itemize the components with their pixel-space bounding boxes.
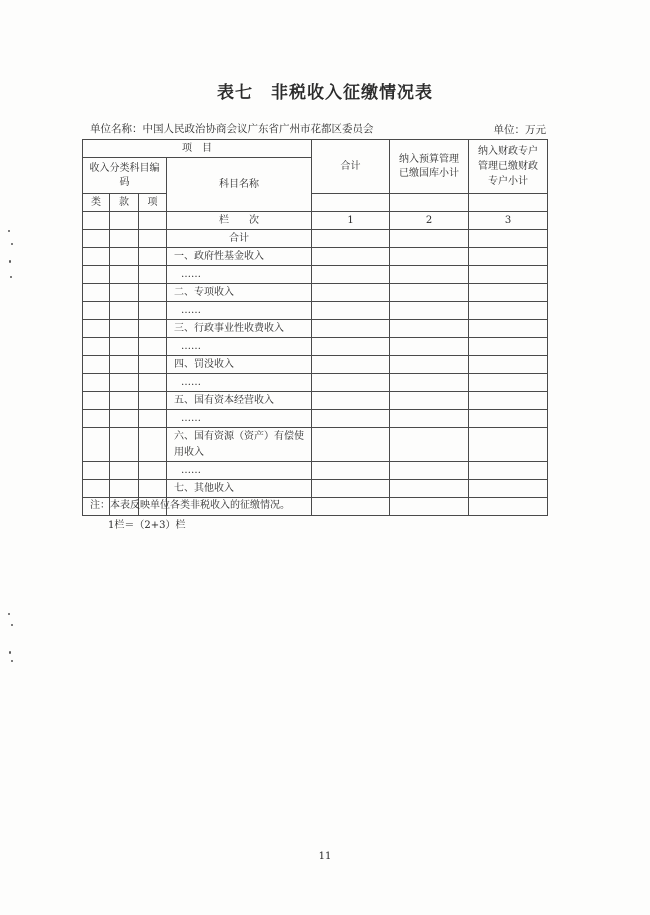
table-row [83, 374, 548, 392]
scan-speck [8, 613, 10, 615]
row-subject-name: 六、国有资源（资产）有偿使用收入 [167, 428, 312, 462]
row-subject-name: 三、行政事业性收费收入 [167, 320, 312, 338]
header-special: 纳入财政专户管理已缴财政专户小计 [469, 140, 548, 194]
col-num-blank [83, 212, 110, 230]
col-num-3: 3 [469, 212, 548, 230]
row-subject-name: …… [167, 266, 312, 284]
non-tax-revenue-table [82, 139, 548, 516]
page-title: 表七 非税收入征缴情况表 [217, 83, 433, 103]
header-total-blank [312, 194, 390, 212]
table-row [83, 302, 548, 320]
note-line-1: 注：本表反映单位各类非税收入的征缴情况。 [90, 500, 290, 511]
col-num-blank [110, 212, 139, 230]
table-row [83, 266, 548, 284]
unit-name: 单位名称：中国人民政治协商会议广东省广州市花都区委员会 [90, 123, 374, 135]
table-row [83, 410, 548, 428]
col-num-blank [139, 212, 167, 230]
table-row [83, 462, 548, 480]
table-row [83, 248, 548, 266]
col-row-label: 栏 次 [167, 212, 312, 230]
scan-speck [10, 276, 12, 278]
header-xiangmu: 项 目 [83, 140, 312, 158]
row-subject-name: 一、政府性基金收入 [167, 248, 312, 266]
row-subject-name: 二、专项收入 [167, 284, 312, 302]
row-subject-name: 合计 [167, 230, 312, 248]
scan-speck [11, 243, 13, 245]
header-code: 收入分类科目编码 [83, 158, 167, 194]
header-kuan: 款 [110, 194, 139, 212]
header-lei: 类 [83, 194, 110, 212]
header-budget-blank [390, 194, 469, 212]
header-special-blank [469, 194, 548, 212]
page-number: 11 [318, 851, 332, 862]
row-subject-name: …… [167, 410, 312, 428]
col-num-2: 2 [390, 212, 469, 230]
table-row [83, 338, 548, 356]
scan-speck [11, 660, 13, 662]
row-subject-name: 四、罚没收入 [167, 356, 312, 374]
table-row [83, 392, 548, 410]
row-subject-name: …… [167, 374, 312, 392]
header-budget: 纳入预算管理已缴国库小计 [390, 140, 469, 194]
table-row [83, 284, 548, 302]
scan-speck [11, 624, 13, 626]
table-row [83, 356, 548, 374]
row-subject-name: …… [167, 338, 312, 356]
scan-speck [9, 260, 11, 263]
header-xiang: 项 [139, 194, 167, 212]
note-line-2: 1栏＝（2+3）栏 [108, 520, 186, 531]
table-row [83, 230, 548, 248]
row-subject-name: 五、国有资本经营收入 [167, 392, 312, 410]
col-num-1: 1 [312, 212, 390, 230]
scan-speck [8, 230, 10, 232]
row-subject-name: …… [167, 302, 312, 320]
table-row [83, 428, 548, 462]
header-subject-name: 科目名称 [167, 158, 312, 212]
header-total: 合计 [312, 140, 390, 194]
notes [90, 496, 290, 536]
unit-label: 单位：万元 [493, 124, 546, 136]
scan-speck [9, 651, 11, 654]
table-row [83, 480, 548, 498]
table-row [83, 320, 548, 338]
row-subject-name: …… [167, 462, 312, 480]
row-subject-name: 七、其他收入 [167, 480, 312, 498]
